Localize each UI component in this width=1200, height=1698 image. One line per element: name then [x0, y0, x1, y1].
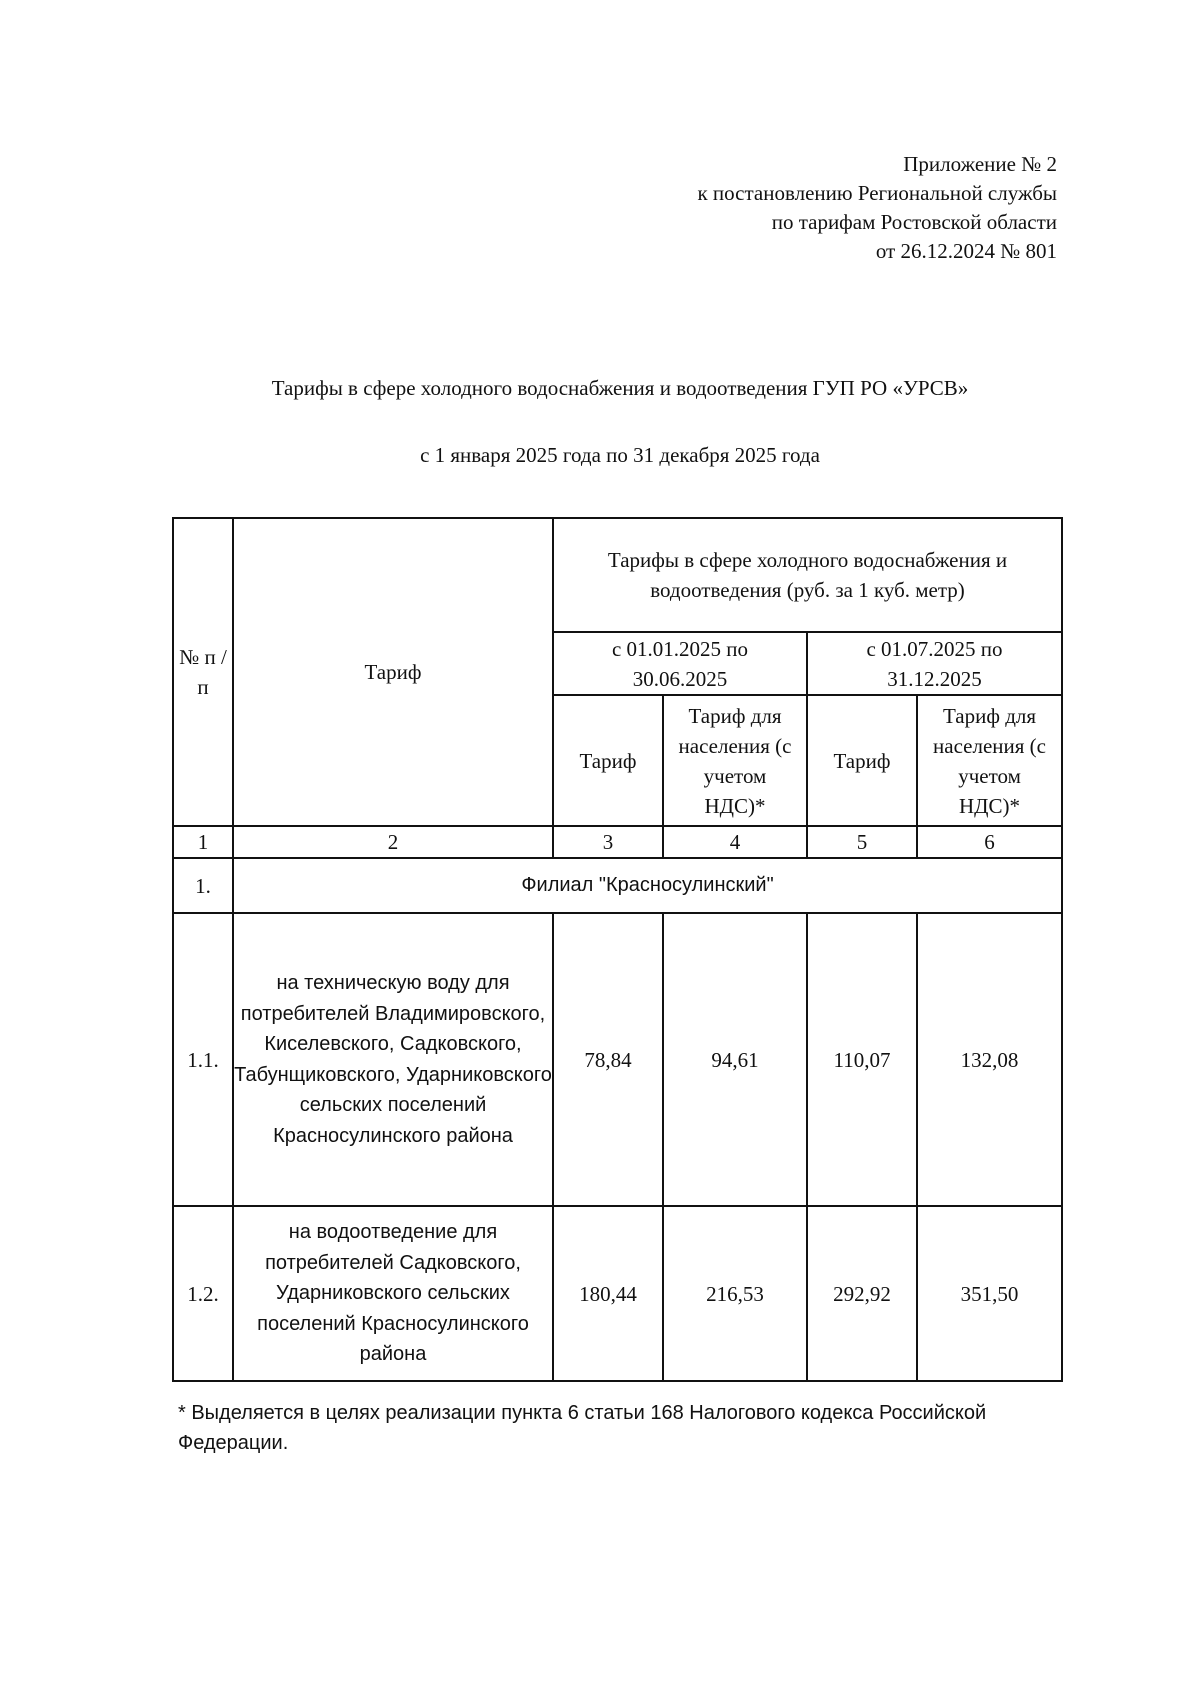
row-number: 1.1. — [173, 913, 233, 1206]
row-value-tariff-2: 292,92 — [807, 1206, 917, 1381]
section-number: 1. — [173, 858, 233, 913]
document-title: Тарифы в сфере холодного водоснабжения и водоотведения ГУП РО «УРСВ» — [271, 376, 969, 400]
table-row — [173, 1206, 1062, 1381]
row-value-population-2: 132,08 — [917, 913, 1062, 1206]
column-number-row — [173, 826, 1062, 858]
column-number: 3 — [553, 826, 663, 858]
section-name: Филиал "Красносулинский" — [233, 858, 1062, 913]
column-number: 2 — [233, 826, 553, 858]
column-number: 5 — [807, 826, 917, 858]
header-period-1: с 01.01.2025 по 30.06.2025 — [553, 632, 807, 695]
column-number: 4 — [663, 826, 807, 858]
appendix-block — [697, 150, 1057, 266]
appendix-date: от 26.12.2024 № 801 — [875, 239, 1057, 263]
column-number: 6 — [917, 826, 1062, 858]
appendix-authority: по тарифам Ростовской области — [771, 210, 1057, 234]
row-value-tariff-1: 180,44 — [553, 1206, 663, 1381]
row-number: 1.2. — [173, 1206, 233, 1381]
appendix-resolution: к постановлению Региональной службы — [697, 181, 1057, 205]
header-group: Тарифы в сфере холодного водоснабжения и водоотведения (руб. за 1 куб. метр) — [553, 518, 1062, 632]
tariff-table — [172, 517, 1063, 1382]
appendix-number: Приложение № 2 — [903, 152, 1057, 176]
footnote: * Выделяется в целях реализации пункта 6 статьи 168 Налогового кодекса Российской Федерации. — [178, 1402, 987, 1454]
row-name: на техническую воду для потребителей Владимировского, Киселевского, Садковского, Табунщиковского, Ударниковского сельских поселений Красносулинского района — [233, 913, 553, 1206]
header-period-2: с 01.07.2025 по 31.12.2025 — [807, 632, 1062, 695]
column-number: 1 — [173, 826, 233, 858]
row-value-tariff-1: 78,84 — [553, 913, 663, 1206]
row-name: на водоотведение для потребителей Садковского, Ударниковского сельских поселений Красносулинского района — [233, 1206, 553, 1381]
header-tariff-1: Тариф — [553, 695, 663, 826]
table-header-row — [173, 518, 1062, 632]
header-tariff: Тариф — [233, 518, 553, 826]
header-tariff-2: Тариф — [807, 695, 917, 826]
row-value-population-1: 216,53 — [663, 1206, 807, 1381]
row-value-tariff-2: 110,07 — [807, 913, 917, 1206]
header-population-1: Тариф для населения (с учетом НДС)* — [663, 695, 807, 826]
row-value-population-1: 94,61 — [663, 913, 807, 1206]
header-num: № п /п — [173, 518, 233, 826]
header-population-2: Тариф для населения (с учетом НДС)* — [917, 695, 1062, 826]
row-value-population-2: 351,50 — [917, 1206, 1062, 1381]
table-row — [173, 913, 1062, 1206]
document-period: с 1 января 2025 года по 31 декабря 2025 года — [420, 443, 820, 467]
section-row — [173, 858, 1062, 913]
